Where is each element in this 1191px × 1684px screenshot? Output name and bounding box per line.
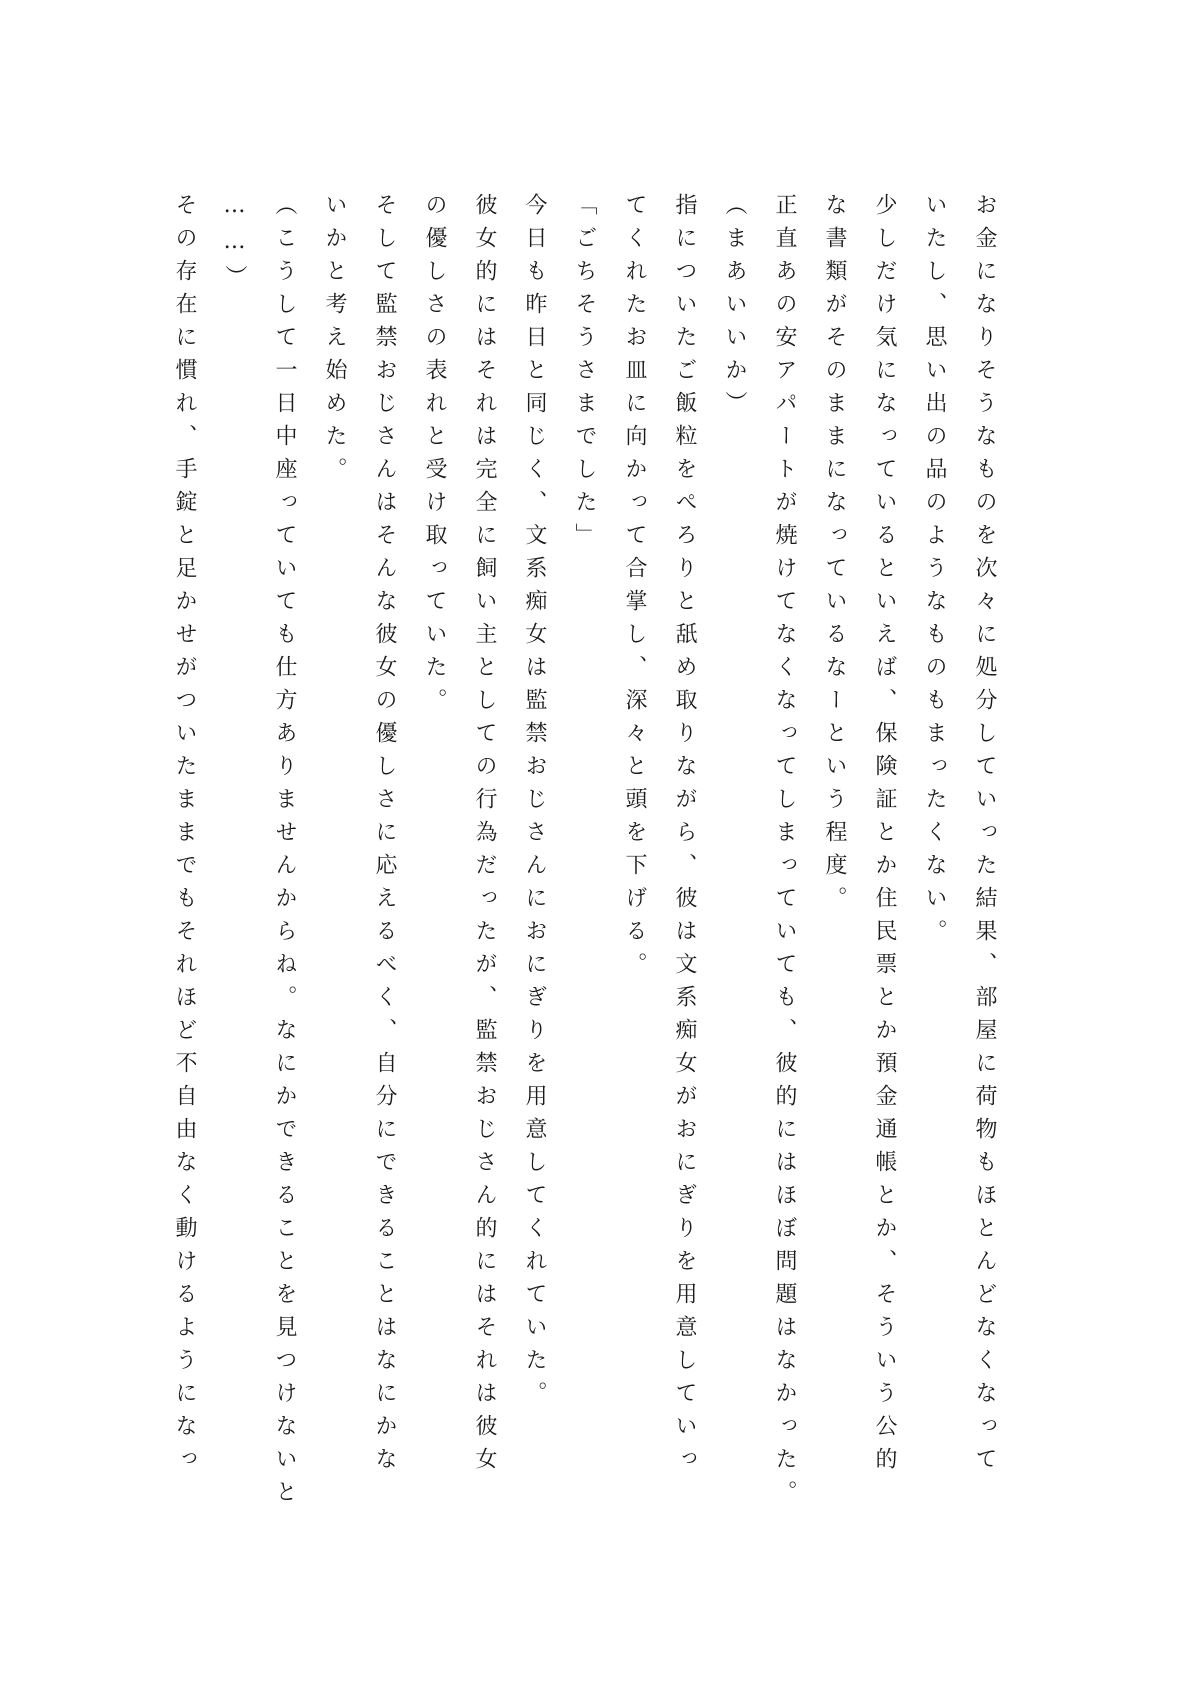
text-line: の優しさの表れと受け取っていた。 [422,193,447,721]
text-line: いたし、思い出の品のようなものもまったくない。 [922,193,947,952]
text-line: ……） [222,193,247,298]
text-line: そして監禁おじさんはそんな彼女の優しさに応えるべく、自分にできることはなにかな [372,193,397,1480]
text-line: その存在に慣れ、手錠と足かせがついたままでもそれほど不自由なく動けるようになっ [172,193,197,1480]
text-line: てくれたお皿に向かって合掌し、深々と頭を下げる。 [622,193,647,985]
text-line: 正直あの安アパートが焼けてなくなってしまっていても、彼的にはほぼ問題はなかった。 [772,193,797,1513]
text-line: な書類がそのままになっているなーという程度。 [822,193,847,919]
text-line: 今日も昨日と同じく、文系痴女は監禁おじさんにおにぎりを用意してくれていた。 [522,193,547,1414]
text-line: いかと考え始めた。 [322,193,347,490]
text-line: 彼女的にはそれは完全に飼い主としての行為だったが、監禁おじさん的にはそれは彼女 [472,193,497,1480]
text-line: 指についたご飯粒をぺろりと舐め取りながら、彼は文系痴女がおにぎりを用意していっ [672,193,697,1480]
text-line: （まあいいか） [722,193,747,424]
text-line: （こうして一日中座っていても仕方ありませんからね。なにかできることを見つけないと [272,193,297,1513]
text-line: お金になりそうなものを次々に処分していった結果、部屋に荷物もほとんどなくなって [972,193,997,1480]
text-line: 「ごちそうさまでした」 [572,193,597,556]
vertical-text-body [159,193,1009,1533]
text-line: 少しだけ気になっているといえば、保険証とか住民票とか預金通帳とか、そういう公的 [872,193,897,1480]
